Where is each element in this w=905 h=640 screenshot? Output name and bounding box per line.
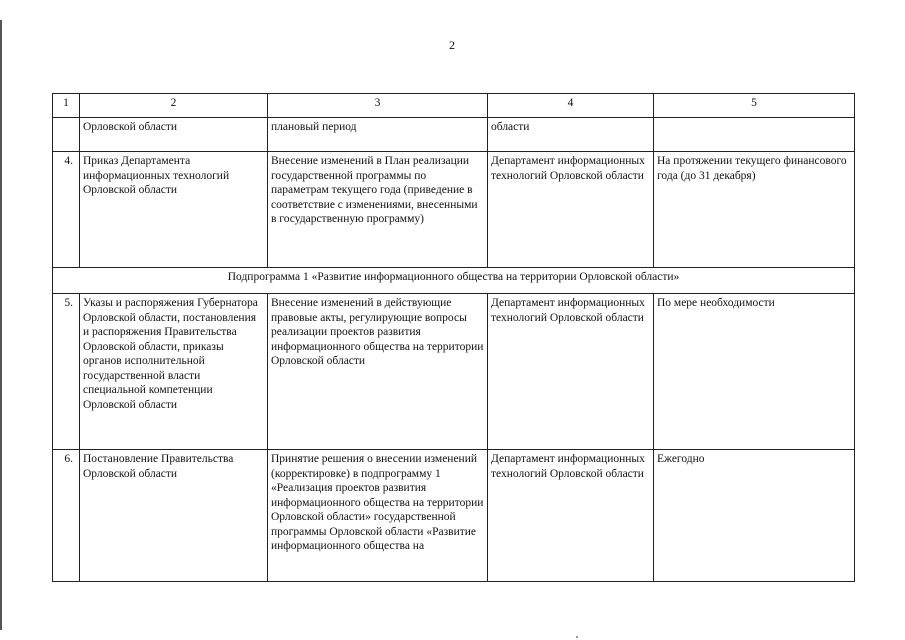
scan-speck <box>576 636 578 638</box>
measure-cell: Внесение изменений в действующие правовые акты, регулирующие вопросы реализации проектов развития информационного общества на территории Орловской области <box>268 294 488 450</box>
deadline-cell: Ежегодно <box>654 450 855 582</box>
row-number: 4. <box>53 152 80 268</box>
subprogram-title: Подпрограмма 1 «Развитие информационного общества на территории Орловской области» <box>53 268 855 294</box>
deadline-cell: По мере необходимости <box>654 294 855 450</box>
header-col-2: 2 <box>80 94 268 118</box>
page-number: 2 <box>449 38 455 52</box>
row-number: 6. <box>53 450 80 582</box>
header-col-5: 5 <box>654 94 855 118</box>
table-row <box>53 450 855 582</box>
measure-cell: Принятие решения о внесении изменений (корректировке) в подпрограмму 1 «Реализация проектов развития информационного общества на территории Орловской области» государственной программы Орловской области «Развитие информационного общества на <box>268 450 488 582</box>
subprogram-row <box>53 268 855 294</box>
measure-cell: Внесение изменений в План реализации государственной программы по параметрам текущего года (приведение в соответствие с изменениями, внесенными в государственную программу) <box>268 152 488 268</box>
executor-cell: Департамент информационных технологий Орловской области <box>488 450 654 582</box>
header-col-3: 3 <box>268 94 488 118</box>
table-row <box>53 118 855 152</box>
legal-act-cell: Указы и распоряжения Губернатора Орловской области, постановления и распоряжения Правительства Орловской области, приказы органов исполнительной государственной власти специальной компетенции Орловской области <box>80 294 268 450</box>
executor-cell: Департамент информационных технологий Орловской области <box>488 294 654 450</box>
deadline-cell <box>654 118 855 152</box>
legal-act-cell: Постановление Правительства Орловской области <box>80 450 268 582</box>
row-number: 5. <box>53 294 80 450</box>
legal-act-cell: Приказ Департамента информационных технологий Орловской области <box>80 152 268 268</box>
legal-act-cell: Орловской области <box>80 118 268 152</box>
table-row <box>53 294 855 450</box>
deadline-cell: На протяжении текущего финансового года (до 31 декабря) <box>654 152 855 268</box>
executor-cell: Департамент информационных технологий Орловской области <box>488 152 654 268</box>
measures-table <box>52 93 855 582</box>
header-col-4: 4 <box>488 94 654 118</box>
table-row <box>53 152 855 268</box>
table-header-row <box>53 94 855 118</box>
page-edge-line <box>0 20 2 630</box>
measure-cell: плановый период <box>268 118 488 152</box>
header-col-1: 1 <box>53 94 80 118</box>
row-number <box>53 118 80 152</box>
executor-cell: области <box>488 118 654 152</box>
